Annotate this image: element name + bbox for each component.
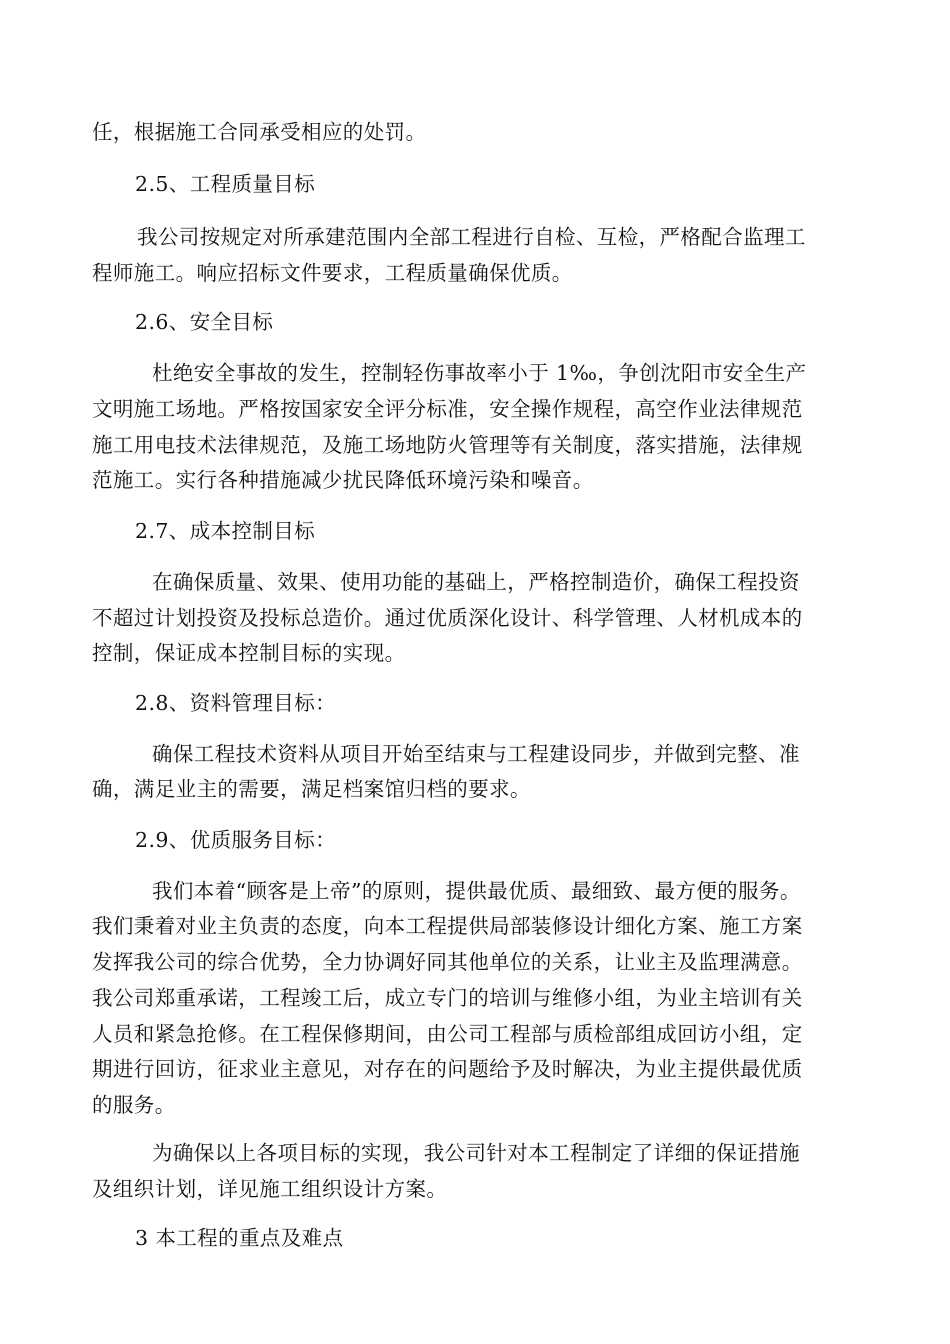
body-line: 控制，保证成本控制目标的实现。 (92, 641, 406, 665)
body-line: 文明施工场地。严格按国家安全评分标准，安全操作规程，高空作业法律规范 (92, 397, 803, 421)
body-line: 施工用电技术法律规范，及施工场地防火管理等有关制度，落实措施，法律规 (92, 433, 803, 457)
body-line: 任，根据施工合同承受相应的处罚。 (92, 120, 427, 144)
body-line: 在确保质量、效果、使用功能的基础上，严格控制造价，确保工程投资 (152, 570, 800, 594)
body-line: 我公司按规定对所承建范围内全部工程进行自检、互检，严格配合监理工 (137, 225, 806, 249)
body-line: 人员和紧急抢修。在工程保修期间，由公司工程部与质检部组成回访小组，定 (92, 1022, 803, 1046)
section-heading-3: 3 本工程的重点及难点 (135, 1226, 344, 1250)
body-line: 我公司郑重承诺，工程竣工后，成立专门的培训与维修小组，为业主培训有关 (92, 986, 803, 1010)
body-line: 确，满足业主的需要，满足档案馆归档的要求。 (92, 777, 531, 801)
body-line: 我们本着“顾客是上帝”的原则，提供最优质、最细致、最方便的服务。 (152, 879, 801, 903)
body-line: 的服务。 (92, 1093, 176, 1117)
body-line: 为确保以上各项目标的实现，我公司针对本工程制定了详细的保证措施 (152, 1141, 800, 1165)
section-heading-2-7: 2.7、成本控制目标 (135, 519, 316, 543)
body-line: 范施工。实行各种措施减少扰民降低环境污染和噪音。 (92, 468, 594, 492)
body-line: 不超过计划投资及投标总造价。通过优质深化设计、科学管理、人材机成本的 (92, 606, 803, 630)
section-heading-2-9: 2.9、优质服务目标： (135, 828, 337, 852)
body-line: 发挥我公司的综合优势，全力协调好同其他单位的关系，让业主及监理满意。 (92, 950, 803, 974)
body-line: 我们秉着对业主负责的态度，向本工程提供局部装修设计细化方案、施工方案 (92, 914, 803, 938)
body-line: 杜绝安全事故的发生，控制轻伤事故率小于 1‰，争创沈阳市安全生产 (152, 361, 807, 385)
body-line: 及组织计划，详见施工组织设计方案。 (92, 1177, 448, 1201)
body-line: 确保工程技术资料从项目开始至结束与工程建设同步，并做到完整、准 (152, 742, 800, 766)
section-heading-2-6: 2.6、安全目标 (135, 310, 274, 334)
section-heading-2-5: 2.5、工程质量目标 (135, 172, 316, 196)
section-heading-2-8: 2.8、资料管理目标： (135, 691, 337, 715)
body-line: 程师施工。响应招标文件要求，工程质量确保优质。 (92, 261, 573, 285)
body-line: 期进行回访，征求业主意见，对存在的问题给予及时解决，为业主提供最优质 (92, 1057, 803, 1081)
